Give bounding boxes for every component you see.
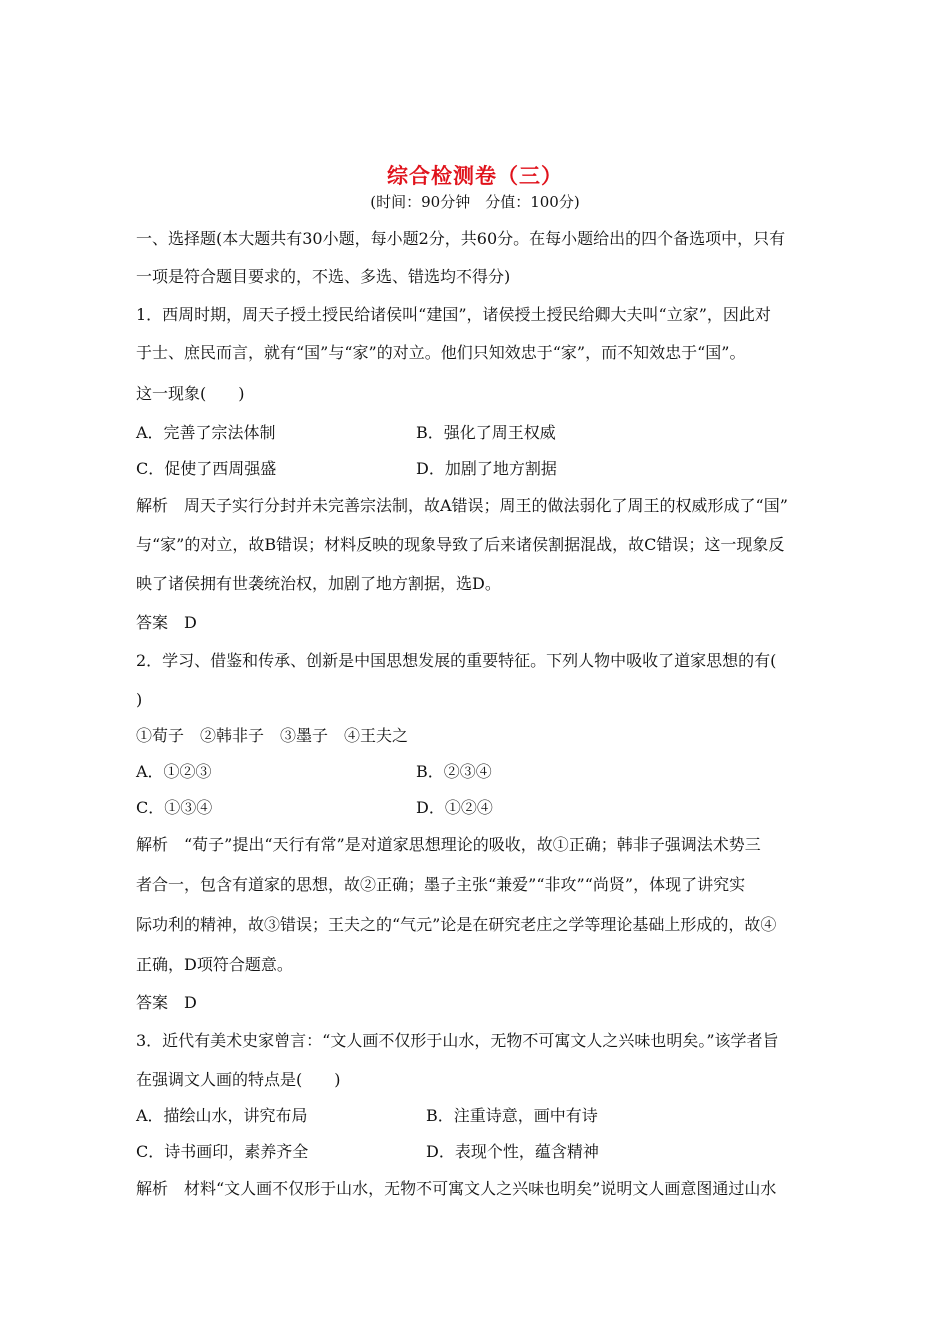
question-1-answer: 答案 D: [136, 613, 197, 632]
question-1-option-b: B．强化了周王权威: [416, 423, 556, 442]
question-3-stem-line-2: 在强调文人画的特点是( ): [136, 1070, 341, 1089]
question-2-stem-line-2: ): [136, 690, 143, 709]
question-1-analysis-line-2: 与“家”的对立，故B错误；材料反映的现象导致了后来诸侯割据混战，故C错误；这一现象反: [136, 535, 785, 554]
question-1-analysis-line-3: 映了诸侯拥有世袭统治权，加剧了地方割据，选D。: [136, 574, 501, 593]
question-2-stem-line-1: 2．学习、借鉴和传承、创新是中国思想发展的重要特征。下列人物中吸收了道家思想的有(: [136, 651, 777, 670]
document-subtitle: (时间：90分钟 分值：100分): [370, 193, 580, 211]
question-2-analysis-line-2: 者合一，包含有道家的思想，故②正确；墨子主张“兼爱”“非攻”“尚贤”，体现了讲究实: [136, 875, 746, 894]
question-1-stem-line-1: 1．西周时期，周天子授土授民给诸侯叫“建国”，诸侯授土授民给卿大夫叫“立家”，因此对: [136, 305, 771, 324]
question-3-option-a: A．描绘山水，讲究布局: [136, 1106, 308, 1125]
question-3-analysis-line-1: 解析 材料“文人画不仅形于山水，无物不可寓文人之兴味也明矣”说明文人画意图通过山水: [136, 1179, 777, 1198]
question-1-option-a: A．完善了宗法体制: [136, 423, 276, 442]
question-3-option-d: D．表现个性，蕴含精神: [426, 1142, 599, 1161]
question-2-analysis-line-1: 解析 “荀子”提出“天行有常”是对道家思想理论的吸收，故①正确；韩非子强调法术势三: [136, 835, 761, 854]
question-2-option-b: B．②③④: [416, 762, 492, 781]
question-2-analysis-line-3: 际功利的精神，故③错误；王夫之的“气元”论是在研究老庄之学等理论基础上形成的，故④: [136, 915, 777, 934]
question-1-analysis-line-1: 解析 周天子实行分封并未完善宗法制，故A错误；周王的做法弱化了周王的权威形成了“国”: [136, 496, 788, 515]
question-3-option-c: C．诗书画印，素养齐全: [136, 1142, 309, 1161]
question-2-option-c: C．①③④: [136, 798, 213, 817]
question-2-analysis-line-4: 正确，D项符合题意。: [136, 955, 293, 974]
question-2-option-a: A．①②③: [136, 762, 212, 781]
question-1-stem-line-2: 于士、庶民而言，就有“国”与“家”的对立。他们只知效忠于“家”，而不知效忠于“国”。: [136, 343, 746, 362]
question-2-option-d: D．①②④: [416, 798, 493, 817]
question-1-stem-line-3: 这一现象( ): [136, 384, 245, 403]
section-instructions-line-1: 一、选择题(本大题共有30小题，每小题2分，共60分。在每小题给出的四个备选项中，只有: [136, 229, 786, 248]
question-2-items: ①荀子 ②韩非子 ③墨子 ④王夫之: [136, 726, 409, 745]
question-3-stem-line-1: 3．近代有美术史家曾言：“文人画不仅形于山水，无物不可寓文人之兴味也明矣。”该学者旨: [136, 1031, 779, 1050]
document-title: 综合检测卷（三）: [387, 163, 563, 188]
question-1-option-c: C．促使了西周强盛: [136, 459, 277, 478]
question-3-option-b: B．注重诗意，画中有诗: [426, 1106, 598, 1125]
section-instructions-line-2: 一项是符合题目要求的，不选、多选、错选均不得分): [136, 267, 511, 286]
question-2-answer: 答案 D: [136, 993, 197, 1012]
question-1-option-d: D．加剧了地方割据: [416, 459, 557, 478]
